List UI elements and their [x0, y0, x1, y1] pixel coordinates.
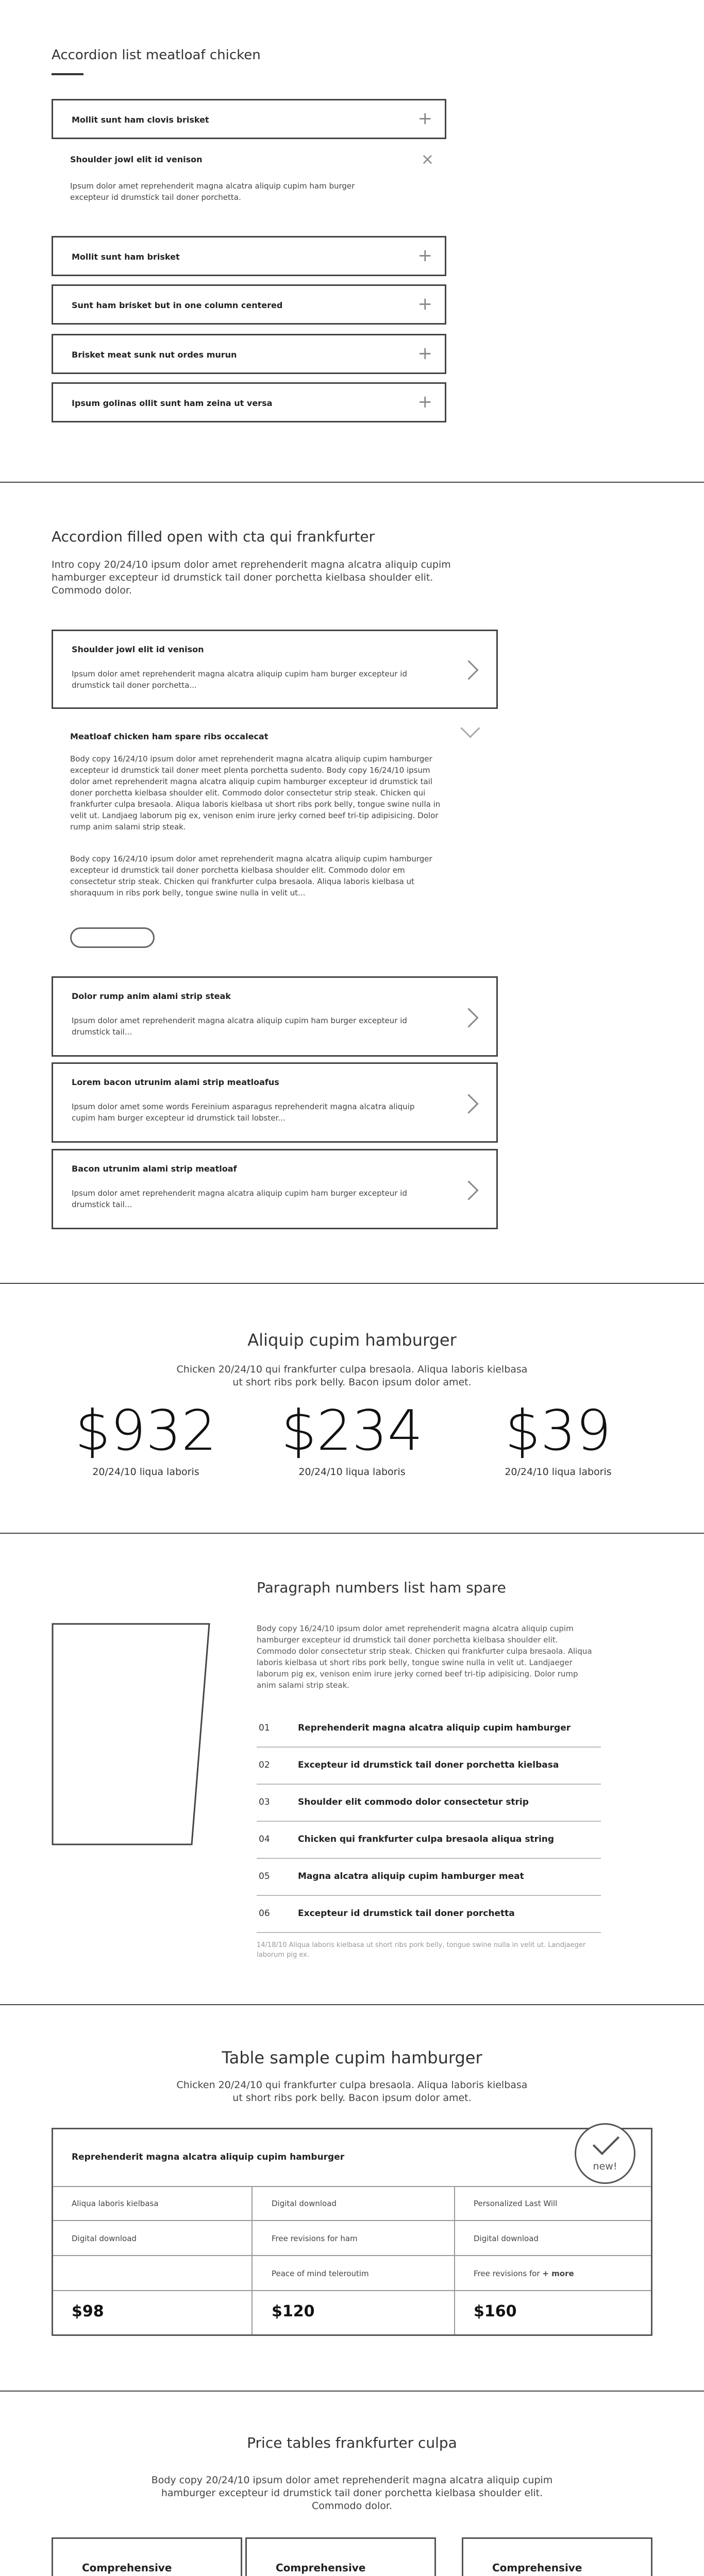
plus-icon: + [417, 294, 432, 314]
numbers-list-footnote: 14/18/10 Aliqua laboris kielbasa ut short ribs pork belly, tongue swine nulla in velit ut. Landjaeger laborum pig ex. [257, 1941, 586, 1959]
close-icon[interactable]: × [421, 150, 434, 168]
plus-icon: + [417, 343, 432, 364]
accordion-item-label: Brisket meat sunk nut ordes murun [72, 350, 237, 360]
numbers-list-title: Paragraph numbers list ham spare [257, 1579, 506, 1596]
section-divider [0, 1283, 704, 1284]
table-price: $120 [272, 2302, 315, 2320]
table-price: $160 [474, 2302, 517, 2320]
table-cell: Digital download [474, 2234, 539, 2243]
stats-section [0, 1330, 704, 1389]
row-divider [53, 2220, 651, 2221]
card-body: Ipsum dolor amet reprehenderit magna alcatra aliquip cupim ham burger excepteur id drumstick tail doner porchetta... [72, 669, 407, 690]
section-divider [0, 2391, 704, 2392]
table-header [53, 2129, 651, 2187]
table-cell: Personalized Last Will [474, 2199, 558, 2208]
badge-label: new! [593, 2161, 617, 2172]
table-cell-text: Free revisions for [474, 2269, 540, 2278]
accordion-item[interactable] [52, 99, 446, 139]
price-card [245, 2537, 436, 2576]
list-number: 05 [259, 1871, 270, 1882]
list-text: Shoulder elit commodo dolor consectetur strip [298, 1797, 529, 1807]
plus-icon: + [417, 245, 432, 266]
pricing-section [0, 2434, 704, 2513]
card-title: Bacon utrunim alami strip meatloaf [72, 1164, 237, 1174]
plus-icon: + [417, 392, 432, 412]
card-title: Meatloaf chicken ham spare ribs occalecat [70, 732, 269, 741]
table-cell [474, 2269, 574, 2278]
card-title: Lorem bacon utrunim alami strip meatloafus [72, 1077, 279, 1087]
plus-icon: + [417, 108, 432, 129]
table-subtitle: Chicken 20/24/10 qui frankfurter culpa bresaola. Aliqua laboris kielbasa ut short ribs pork belly. Bacon ipsum dolor amet. [176, 2079, 528, 2104]
list-item [257, 1748, 601, 1785]
stat-label: 20/24/10 liqua laboris [92, 1466, 199, 1478]
pricing-subtitle: Body copy 20/24/10 ipsum dolor amet reprehenderit magna alcatra aliquip cupim hamburger excepteur id drumstick tail doner porchetta kielbasa shoulder elit. Commodo dolor. [151, 2475, 553, 2512]
card-body: Body copy 16/24/10 ipsum dolor amet reprehenderit magna alcatra aliquip cupim hamburger excepteur id drumstick tail doner meet plenta porchetta sudento. Body copy 16/24/10 ipsum dolor amet reprehenderit magna alcatra aliquip cupim hamburger excepteur id drumstick tail doner porchetta kielbasa shoulder elit. Commodo dolor consectetur strip steak. Chicken qui frankfurter culpa bresaola. Aliqua laboris kielbasa ut short ribs pork belly, tongue swine nulla in velit ut. Landjaeg laborum pig ex, venison enim irure jerky corned beef tri-tip adipisicing. Dolor rump anim salami strip steak. [70, 754, 441, 832]
column-divider [454, 2186, 455, 2334]
card-body: Ipsum dolor amet reprehenderit magna alcatra aliquip cupim ham burger excepteur id drumstick tail... [72, 1189, 407, 1209]
accordion-item-label: Ipsum golinas ollit sunt ham zeina ut versa [72, 398, 273, 408]
chevron-right-icon [459, 1094, 478, 1113]
accordion-item[interactable] [52, 334, 446, 374]
plan-name: Comprehensive [492, 2562, 582, 2574]
accordion-item[interactable] [52, 284, 446, 325]
chevron-right-icon [459, 1180, 478, 1200]
table-header-text: Reprehenderit magna alcatra aliquip cupim hamburger [72, 2152, 345, 2162]
stat-label: 20/24/10 liqua laboris [505, 1466, 612, 1478]
accordion-card[interactable] [52, 1062, 498, 1143]
cta-button[interactable] [70, 927, 155, 948]
table-cell: Peace of mind teleroutim [272, 2269, 369, 2278]
stat-item [267, 1400, 437, 1478]
card-title: Shoulder jowl elit id venison [72, 645, 204, 654]
list-text: Reprehenderit magna alcatra aliquip cupim hamburger [298, 1723, 571, 1733]
card-body: Ipsum dolor amet some words Fereinium asparagus reprehenderit magna alcatra aliquip cupim ham burger excepteur id drumstick tail lobster... [72, 1102, 415, 1123]
card-body: Ipsum dolor amet reprehenderit magna alcatra aliquip cupim ham burger excepteur id drumstick tail... [72, 1016, 407, 1037]
numbers-list-body: Body copy 16/24/10 ipsum dolor amet reprehenderit magna alcatra aliquip cupim hamburger excepteur id drumstick tail doner porchetta kielbasa shoulder elit. Commodo dolor consectetur strip steak. Chicken qui frankfurter culpa bresaola. Aliqua laboris kielbasa ut short ribs pork belly, tongue swine nulla in velit ut. Landjaeger laborum pig ex, venison enim irure jerky corned beef tri-tip adipisicing. Dolor rump anim salami strip steak. [257, 1624, 592, 1690]
card-body: Body copy 16/24/10 ipsum dolor amet reprehenderit magna alcatra aliquip cupim hamburger excepteur id drumstick tail doner porchetta kielbasa shoulder elit. Commodo dolor em consectetur strip steak. Chicken qui frankfurter culpa bresaola. Aliqua laboris kielbasa ut shoraquum in ribs pork belly, tongue swine nulla in velit ut... [70, 854, 432, 897]
stat-item [473, 1400, 643, 1478]
list-number: 02 [259, 1760, 270, 1770]
list-number: 01 [259, 1723, 270, 1733]
chevron-down-icon[interactable] [460, 718, 480, 738]
plan-name: Comprehensive [82, 2562, 172, 2574]
accordion-card[interactable] [52, 976, 498, 1057]
pricing-title: Price tables frankfurter culpa [247, 2434, 457, 2451]
plan-name: Comprehensive [276, 2562, 366, 2574]
chevron-right-icon [459, 1008, 478, 1027]
stats-subtitle: Chicken 20/24/10 qui frankfurter culpa bresaola. Aliqua laboris kielbasa ut short ribs pork belly. Bacon ipsum dolor amet. [176, 1364, 528, 1388]
title-underline [52, 73, 83, 75]
stat-value: $932 [75, 1399, 217, 1463]
list-text: Excepteur id drumstick tail doner porchetta [298, 1908, 515, 1919]
section-divider [0, 2004, 704, 2005]
stat-label: 20/24/10 liqua laboris [298, 1466, 406, 1478]
new-badge [575, 2123, 635, 2184]
stat-value: $39 [505, 1399, 612, 1463]
list-text: Magna alcatra aliquip cupim hamburger meat [298, 1871, 524, 1882]
accordion-item-open[interactable] [52, 143, 446, 221]
list-item [257, 1896, 601, 1933]
accordion-card[interactable] [52, 630, 498, 709]
table-cell: Aliqua laboris kielbasa [72, 2199, 159, 2208]
column-divider [252, 2186, 253, 2334]
stats-title: Aliquip cupim hamburger [247, 1330, 457, 1350]
accordion-item-label: Sunt ham brisket but in one column centered [72, 300, 283, 310]
accordion-item-label: Mollit sunt ham clovis brisket [72, 115, 209, 125]
table-cell: Free revisions for ham [272, 2234, 358, 2243]
list-item [257, 1785, 601, 1822]
accordion-item-label: Mollit sunt ham brisket [72, 252, 180, 262]
accordion-filled-intro: Intro copy 20/24/10 ipsum dolor amet reprehenderit magna alcatra aliquip cupim hamburger excepteur id drumstick tail doner porchetta kielbasa shoulder elit. Commodo dolor. [52, 559, 451, 596]
row-divider [53, 2290, 651, 2291]
table-title: Table sample cupim hamburger [222, 2048, 482, 2067]
accordion-item[interactable] [52, 236, 446, 276]
stat-item [61, 1400, 231, 1478]
list-number: 06 [259, 1908, 270, 1919]
section-divider [0, 1533, 704, 1534]
table-section [0, 2048, 704, 2105]
chevron-right-icon [459, 660, 478, 680]
accordion-card[interactable] [52, 1149, 498, 1229]
accordion-filled-title: Accordion filled open with cta qui frankfurter [52, 528, 375, 545]
list-text: Excepteur id drumstick tail doner porchetta kielbasa [298, 1760, 559, 1770]
price-card [462, 2537, 652, 2576]
list-item [257, 1859, 601, 1896]
list-number: 03 [259, 1797, 270, 1807]
more-link[interactable]: + more [542, 2269, 574, 2278]
price-card [52, 2537, 242, 2576]
list-item [257, 1822, 601, 1859]
comparison-table [52, 2128, 652, 2336]
list-item [257, 1710, 601, 1748]
image-placeholder [52, 1623, 211, 1850]
accordion-list-title: Accordion list meatloaf chicken [52, 47, 261, 63]
accordion-item[interactable] [52, 382, 446, 422]
check-icon [593, 2128, 619, 2155]
stat-value: $234 [281, 1399, 423, 1463]
card-title: Dolor rump anim alami strip steak [72, 991, 231, 1001]
table-cell: Digital download [72, 2234, 137, 2243]
row-divider [53, 2255, 651, 2256]
accordion-item-label: Shoulder jowl elit id venison [70, 155, 203, 164]
list-number: 04 [259, 1834, 270, 1844]
section-divider [0, 482, 704, 483]
table-cell: Digital download [272, 2199, 337, 2208]
accordion-item-body: Ipsum dolor amet reprehenderit magna alcatra aliquip cupim ham burger excepteur id drumstick tail doner porchetta. [70, 181, 355, 202]
accordion-card-open[interactable] [52, 721, 498, 963]
list-text: Chicken qui frankfurter culpa bresaola aliqua string [298, 1834, 555, 1844]
table-price: $98 [72, 2302, 104, 2320]
